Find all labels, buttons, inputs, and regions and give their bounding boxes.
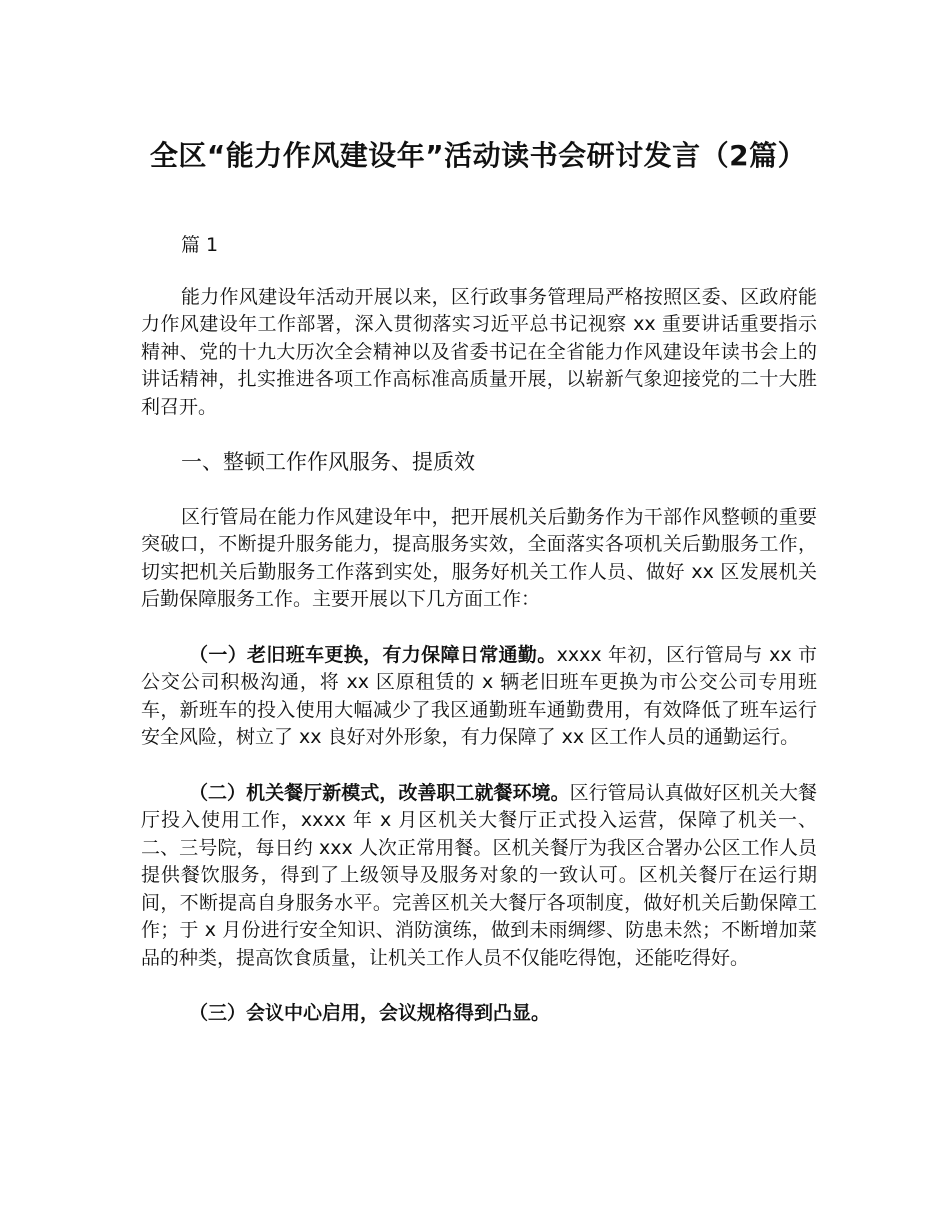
item-2-paragraph (141, 780, 817, 973)
item-2-text: 区行管局认真做好区机关大餐厅投入使用工作，xxxx 年 x 月区机关大餐厅正式投入运营，保障了机关一、二、三号院，每日约 xxx 人次正常用餐。区机关餐厅为我区合署办公区工作人员提供餐饮服务，得到了上级领导及服务对象的一致认可。区机关餐厅在运行期间，不断提高自身服务水平。完善区机关大餐厅各项制度，做好机关后勤保障工作；于 x 月份进行安全知识、消防演练，做到未雨绸缪、防患未然；不断增加菜品的种类，提高饮食质量，让机关工作人员不仅能吃得饱，还能吃得好。 (141, 781, 817, 969)
intro-paragraph: 能力作风建设年活动开展以来，区行政事务管理局严格按照区委、区政府能力作风建设年工作部署，深入贯彻落实习近平总书记视察 xx 重要讲话重要指示精神、党的十九大历次全会精神以及省委书记在全省能力作风建设年读书会上的讲话精神，扎实推进各项工作高标准高质量开展，以崭新气象迎接党的二十大胜利召开。 (141, 285, 817, 418)
item-1-paragraph (141, 642, 817, 752)
item-1-lead: （一）老旧班车更换，有力保障日常通勤。 (189, 643, 557, 666)
document-title: 全区“能力作风建设年”活动读书会研讨发言（2篇） (149, 139, 807, 172)
section-label: 篇 1 (181, 234, 219, 256)
document-body (141, 232, 817, 1056)
item-2-lead: （二）机关餐厅新模式，改善职工就餐环境。 (189, 781, 570, 804)
item-3-lead: （三）会议中心启用，会议规格得到凸显。 (189, 1002, 551, 1024)
section-heading-1: 一、整顿工作作风服务、提质效 (181, 450, 475, 474)
item-1-text: xxxx 年初，区行管局与 xx 市公交公司积极沟通，将 xx 区原租赁的 x 辆老旧班车更换为市公交公司专用班车，新班车的投入使用大幅减少了我区通勤班车通勤费用，有效降低了班车运行安全风险，树立了 xx 良好对外形象，有力保障了 xx 区工作人员的通勤运行。 (141, 643, 817, 748)
item-3-paragraph (141, 1000, 817, 1028)
paragraph-1: 区行管局在能力作风建设年中，把开展机关后勤务作为干部作风整顿的重要突破口，不断提升服务能力，提高服务实效，全面落实各项机关后勤服务工作，切实把机关后勤服务工作落到实处，服务好机关工作人员、做好 xx 区发展机关后勤保障服务工作。主要开展以下几方面工作： (141, 505, 817, 610)
